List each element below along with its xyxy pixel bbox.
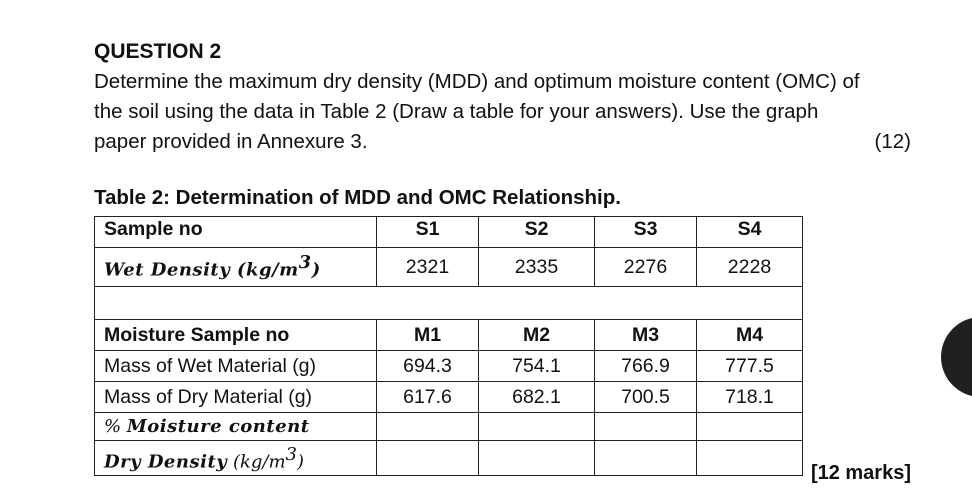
moisture-sample-m4: M4 [697, 319, 803, 350]
dry-density-label [95, 440, 377, 476]
moisture-sample-m3: M3 [595, 319, 697, 350]
wet-density-label-main: Wet Density [104, 259, 231, 281]
dry-mass-m2: 682.1 [479, 381, 595, 412]
sample-s4: S4 [697, 217, 803, 248]
moisture-content-main: Moisture content [126, 415, 310, 437]
wet-density-s2: 2335 [479, 248, 595, 287]
table-row-dry-mass [95, 381, 803, 412]
wet-mass-m1: 694.3 [377, 350, 479, 381]
wet-density-unit-open: (kg/m [230, 259, 299, 281]
question-text-line-1: Determine the maximum dry density (MDD) and optimum moisture content (OMC) of [94, 70, 860, 93]
table-row-moisture-header [95, 319, 803, 350]
sample-s2: S2 [479, 217, 595, 248]
wet-density-label [95, 248, 377, 287]
table-row-moisture-content [95, 412, 803, 440]
moisture-sample-m2: M2 [479, 319, 595, 350]
wet-density-unit-close: ) [311, 259, 321, 281]
table-row-dry-density [95, 440, 803, 476]
sample-no-label: Sample no [95, 217, 377, 248]
total-marks: [12 marks] [810, 462, 911, 484]
question-text-line-3: paper provided in Annexure 3. [94, 130, 368, 153]
dark-circle-shape [941, 317, 972, 397]
wet-mass-m4: 777.5 [697, 350, 803, 381]
table-row-sample-header [95, 217, 803, 248]
data-table [94, 216, 803, 476]
wet-density-unit-exp: 3 [298, 252, 312, 273]
spacer-cell [95, 286, 803, 319]
dry-mass-label: Mass of Dry Material (g) [95, 381, 377, 412]
moisture-content-m4[interactable] [697, 412, 803, 440]
question-marks: (12) [874, 130, 911, 153]
moisture-content-m2[interactable] [479, 412, 595, 440]
moisture-content-m1[interactable] [377, 412, 479, 440]
dry-mass-m1: 617.6 [377, 381, 479, 412]
moisture-sample-m1: M1 [377, 319, 479, 350]
moisture-sample-no-label: Moisture Sample no [95, 319, 377, 350]
moisture-content-label [95, 412, 377, 440]
dry-density-s3[interactable] [595, 440, 697, 476]
table-row-wet-mass [95, 350, 803, 381]
wet-mass-label: Mass of Wet Material (g) [95, 350, 377, 381]
table-row-wet-density [95, 248, 803, 287]
moisture-content-prefix: % [104, 415, 127, 437]
sample-s3: S3 [595, 217, 697, 248]
dry-density-s1[interactable] [377, 440, 479, 476]
wet-density-s3: 2276 [595, 248, 697, 287]
moisture-content-m3[interactable] [595, 412, 697, 440]
sample-s1: S1 [377, 217, 479, 248]
dry-density-unit-close: ) [296, 451, 305, 472]
wet-mass-m2: 754.1 [479, 350, 595, 381]
question-title: QUESTION 2 [94, 40, 222, 63]
question-text-line-2: the soil using the data in Table 2 (Draw a table for your answers). Use the graph [94, 100, 819, 123]
wet-mass-m3: 766.9 [595, 350, 697, 381]
table-row-spacer [95, 286, 803, 319]
dry-density-unit-exp: 3 [285, 443, 297, 465]
dry-density-label-main: Dry Density [104, 451, 228, 472]
wet-density-s4: 2228 [697, 248, 803, 287]
dry-density-unit-open: (kg/m [227, 451, 286, 472]
table-caption: Table 2: Determination of MDD and OMC Relationship. [94, 186, 621, 209]
dry-density-s4[interactable] [697, 440, 803, 476]
dry-mass-m3: 700.5 [595, 381, 697, 412]
dry-density-s2[interactable] [479, 440, 595, 476]
dry-mass-m4: 718.1 [697, 381, 803, 412]
wet-density-s1: 2321 [377, 248, 479, 287]
